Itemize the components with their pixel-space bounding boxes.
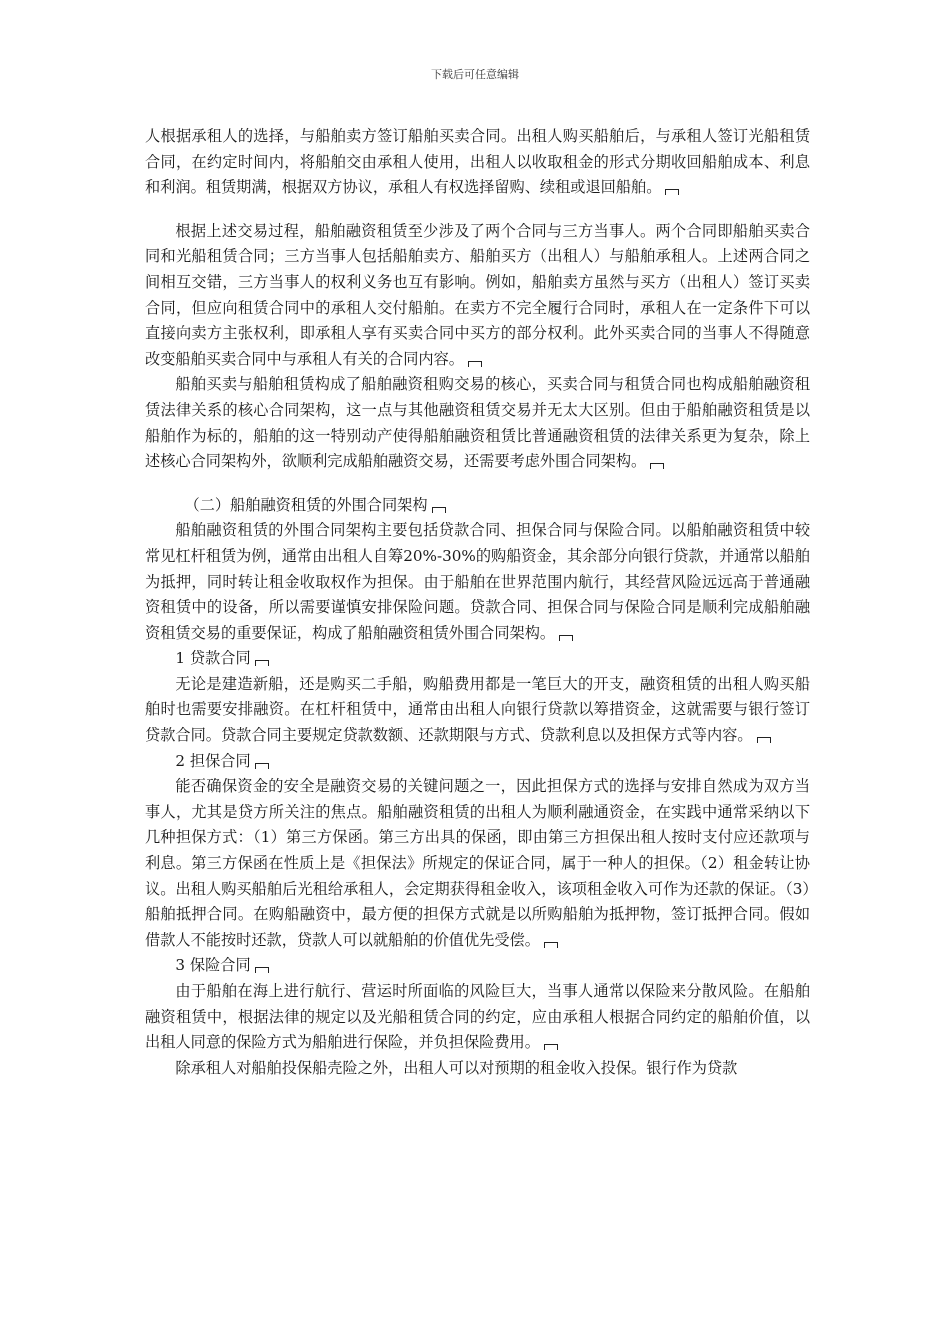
subheading-text: 3 保险合同 — [175, 956, 251, 975]
paragraph — [145, 774, 810, 953]
section-heading — [145, 493, 810, 519]
paragraph-text: 能否确保资金的安全是融资交易的关键问题之一，因此担保方式的选择与安排自然成为双方当事人，尤其是贷方所关注的焦点。船舶融资租赁的出租人为顺利融通资金，在实践中通常采纳以下几种担保方式：（1）第三方保函。第三方出具的保函，即由第三方担保出租人按时支付应还款项与利息。第三方保函在性质上是《担保法》所规定的保证合同，属于一种人的担保。（2）租金转让协议。出租人购买船舶后光租给承租人，会定期获得租金收入，该项租金收入可作为还款的保证。（3）船舶抵押合同。在购船融资中，最方便的担保方式就是以所购船舶为抵押物，签订抵押合同。假如借款人不能按时还款，贷款人可以就船舶的价值优先受偿。 — [145, 777, 810, 949]
paragraph — [145, 124, 810, 201]
document-body — [145, 124, 810, 1081]
paragraph-mark-icon — [665, 189, 679, 195]
paragraph-mark-icon — [255, 967, 269, 973]
paragraph-text: 无论是建造新船，还是购买二手船，购船费用都是一笔巨大的开支，融资租赁的出租人购买船舶时也需要安排融资。在杠杆租赁中，通常由出租人向银行贷款以筹措资金，这就需要与银行签订贷款合同。贷款合同主要规定贷款数额、还款期限与方式、贷款利息以及担保方式等内容。 — [145, 674, 810, 745]
paragraph-mark-icon — [468, 361, 482, 367]
paragraph-mark-icon — [255, 763, 269, 769]
page-header — [0, 66, 950, 82]
paragraph-text: 除承租人对船舶投保船壳险之外，出租人可以对预期的租金收入投保。银行作为贷款 — [175, 1058, 738, 1077]
paragraph-mark-icon — [432, 507, 446, 513]
subheading-loan — [145, 646, 810, 672]
paragraph-text: 根据上述交易过程，船舶融资租赁至少涉及了两个合同与三方当事人。两个合同即船舶买卖合同和光船租赁合同；三方当事人包括船舶卖方、船舶买方（出租人）与船舶承租人。上述两合同之间相互交错，三方当事人的权利义务也互有影响。例如，船舶卖方虽然与买方（出租人）签订买卖合同，但应向租赁合同中的承租人交付船舶。在卖方不完全履行合同时，承租人在一定条件下可以直接向卖方主张权利，即承租人享有买卖合同中买方的部分权利。此外买卖合同的当事人不得随意改变船舶买卖合同中与承租人有关的合同内容。 — [145, 221, 810, 368]
paragraph — [145, 219, 810, 373]
paragraph-text: 由于船舶在海上进行航行、营运时所面临的风险巨大，当事人通常以保险来分散风险。在船舶融资租赁中，根据法律的规定以及光船租赁合同的约定，应由承租人根据合同约定的船舶价值，以出租人同意的保险方式为船舶进行保险，并负担保险费用。 — [145, 982, 810, 1052]
paragraph-text: 船舶买卖与船舶租赁构成了船舶融资租购交易的核心，买卖合同与租赁合同也构成船舶融资租赁法律关系的核心合同架构，这一点与其他融资租赁交易并无太大区别。但由于船舶融资租赁是以船舶作为标的，船舶的这一特别动产使得船舶融资租赁比普通融资租赁的法律关系更为复杂，除上述核心合同架构外，欲顺利完成船舶融资交易，还需要考虑外围合同架构。 — [145, 375, 810, 471]
paragraph — [145, 372, 810, 474]
paragraph-mark-icon — [544, 1044, 558, 1050]
paragraph — [145, 518, 810, 646]
paragraph — [145, 1056, 810, 1082]
paragraph — [145, 979, 810, 1056]
subheading-text: 2 担保合同 — [175, 751, 251, 770]
subheading-guarantee — [145, 749, 810, 775]
paragraph-mark-icon — [650, 463, 664, 469]
paragraph-mark-icon — [255, 660, 269, 666]
section-heading-text: （二）船舶融资租赁的外围合同架构 — [184, 495, 428, 514]
paragraph-mark-icon — [559, 635, 573, 641]
subheading-text: 1 贷款合同 — [175, 649, 251, 668]
header-text: 下载后可任意编辑 — [431, 68, 519, 81]
paragraph-text: 人根据承租人的选择，与船舶卖方签订船舶买卖合同。出租人购买船舶后，与承租人签订光船租赁合同，在约定时间内，将船舶交由承租人使用，出租人以收取租金的形式分期收回船舶成本、利息和利润。租赁期满，根据双方协议，承租人有权选择留购、续租或退回船舶。 — [145, 127, 810, 197]
paragraph-mark-icon — [757, 737, 771, 743]
paragraph-text: 船舶融资租赁的外围合同架构主要包括贷款合同、担保合同与保险合同。以船舶融资租赁中较常见杠杆租赁为例，通常由出租人自筹20%-30%的购船资金，其余部分向银行贷款，并通常以船舶为抵押，同时转让租金收取权作为担保。由于船舶在世界范围内航行，其经营风险远远高于普通融资租赁中的设备，所以需要谨慎安排保险问题。贷款合同、担保合同与保险合同是顺利完成船舶融资租赁交易的重要保证，构成了船舶融资租赁外围合同架构。 — [145, 521, 810, 642]
paragraph-mark-icon — [544, 942, 558, 948]
subheading-insurance — [145, 953, 810, 979]
paragraph — [145, 672, 810, 749]
